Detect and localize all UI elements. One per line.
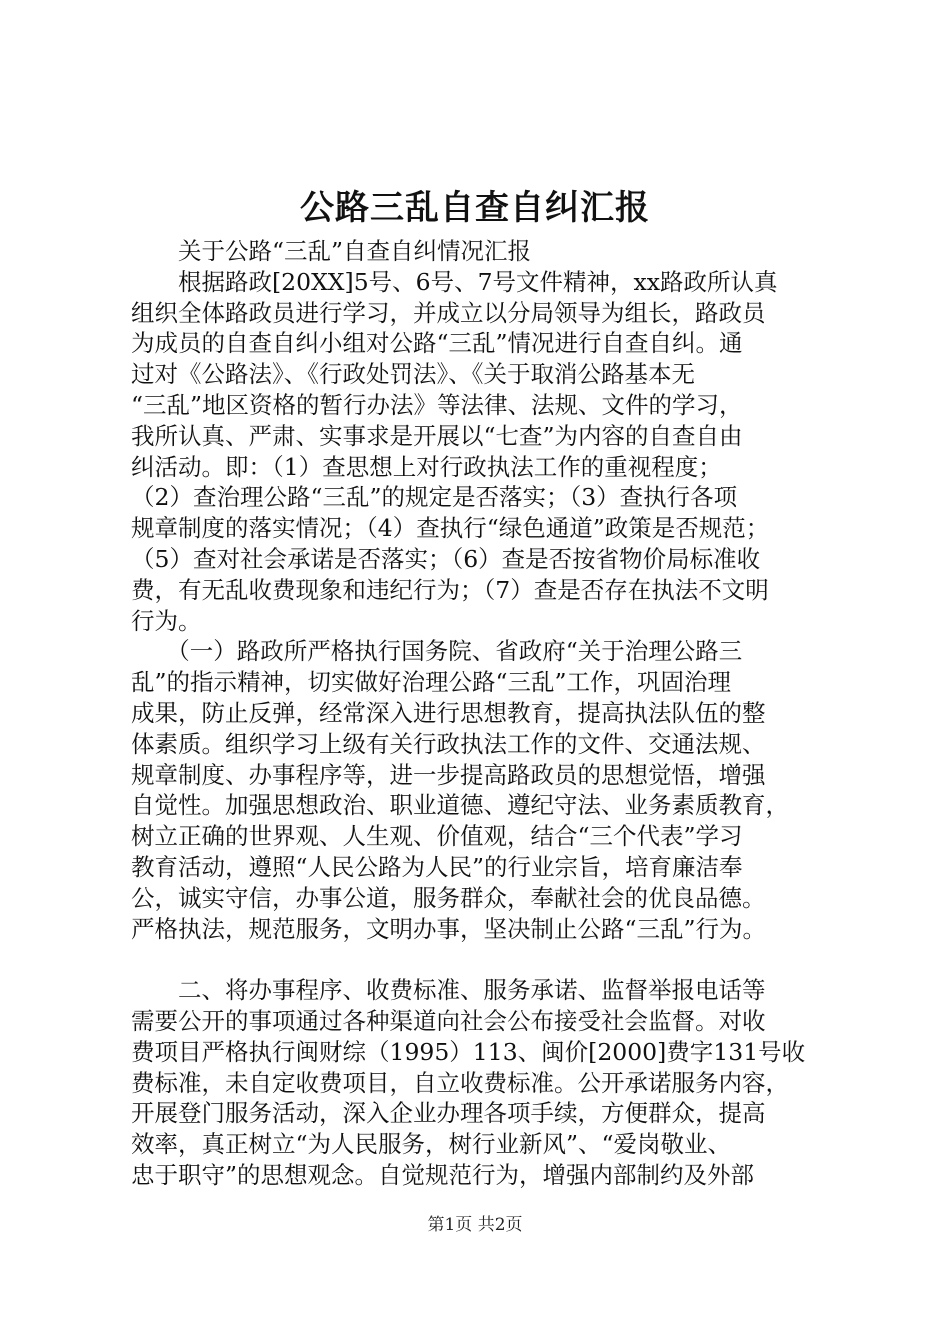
body-line: “三乱”地区资格的暂行办法》等法律、法规、文件的学习，: [131, 390, 743, 419]
body-line: 二、将办事程序、收费标准、服务承诺、监督举报电话等: [131, 976, 766, 1005]
body-line: 过对《公路法》、《行政处罚法》、《关于取消公路基本无: [131, 360, 695, 389]
body-line: 纠活动。即：（1）查思想上对行政执法工作的重视程度；: [131, 452, 722, 481]
body-line: 费标准，未自定收费项目，自立收费标准。公开承诺服务内容，: [131, 1068, 789, 1097]
body-line: （一）路政所严格执行国务院、省政府“关于治理公路三: [131, 637, 743, 666]
body-line: 关于公路“三乱”自查自纠情况汇报: [131, 237, 532, 265]
body-line: 规章制度、办事程序等，进一步提高路政员的思想觉悟，增强: [131, 760, 766, 789]
body-line: 忠于职守”的思想观念。自觉规范行为，增强内部制约及外部: [131, 1160, 755, 1189]
body-line: 乱”的指示精神，切实做好治理公路“三乱”工作，巩固治理: [131, 668, 732, 697]
body-line: 为成员的自查自纠小组对公路“三乱”情况进行自查自纠。通: [131, 329, 743, 358]
body-line: 行为。: [131, 606, 202, 635]
body-line: 树立正确的世界观、人生观、价值观，结合“三个代表”学习: [131, 822, 743, 851]
body-line: 效率，真正树立“为人民服务，树行业新风”、“爱岗敬业、: [131, 1130, 732, 1159]
body-line: 费项目严格执行闽财综（1995）113、闽价[2000]费字131号收: [131, 1037, 806, 1066]
body-line: 教育活动，遵照“人民公路为人民”的行业宗旨，培育廉洁奉: [131, 852, 743, 881]
page-footer: 第1页 共2页: [427, 1215, 523, 1235]
body-line: （5）查对社会承诺是否落实；（6）查是否按省物价局标准收: [131, 544, 761, 573]
document-body: [131, 236, 831, 1191]
body-line: （2）查治理公路“三乱”的规定是否落实；（3）查执行各项: [131, 483, 738, 512]
body-line: 自觉性。加强思想政治、职业道德、遵纪守法、业务素质教育，: [131, 791, 789, 820]
body-line: 公，诚实守信，办事公道，服务群众，奉献社会的优良品德。: [131, 883, 766, 912]
body-line: 组织全体路政员进行学习，并成立以分局领导为组长，路政员: [131, 298, 766, 327]
body-line: 严格执法，规范服务，文明办事，坚决制止公路“三乱”行为。: [131, 914, 767, 943]
body-line: 根据路政[20XX]5号、6号、7号文件精神，xx路政所认真: [131, 267, 778, 296]
document-title: 公路三乱自查自纠汇报: [300, 188, 650, 228]
body-line: 费，有无乱收费现象和违纪行为；（7）查是否存在执法不文明: [131, 575, 769, 604]
body-line: 我所认真、严肃、实事求是开展以“七查”为内容的自查自由: [131, 421, 743, 450]
paragraph-gap: [131, 944, 831, 975]
body-line: 成果，防止反弹，经常深入进行思想教育，提高执法队伍的整: [131, 698, 766, 727]
body-line: 需要公开的事项通过各种渠道向社会公布接受社会监督。对收: [131, 1006, 766, 1035]
body-line: 规章制度的落实情况；（4）查执行“绿色通道”政策是否规范；: [131, 514, 770, 543]
body-line: 开展登门服务活动，深入企业办理各项手续，方便群众，提高: [131, 1099, 766, 1128]
body-line: 体素质。组织学习上级有关行政执法工作的文件、交通法规、: [131, 729, 766, 758]
